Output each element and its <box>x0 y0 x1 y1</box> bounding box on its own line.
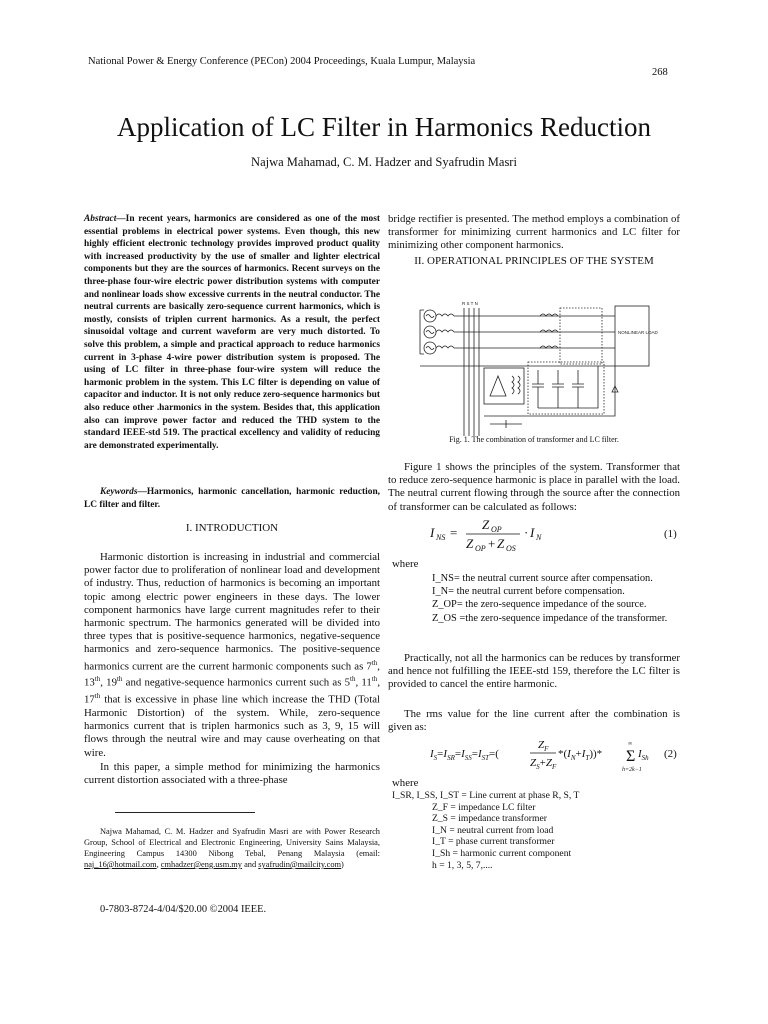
svg-text:∞: ∞ <box>628 741 633 747</box>
author-footnote: Najwa Mahamad, C. M. Hadzer and Syafrudin Masri are with Power Research Group, School of Electrical and Electronic Engineering, University Sains Malaysia, Engineering Campus 14300 Nibong Tebal, Penang Malaysia (email: naj_16@hotmail.com, cmhadzer@eng.usm.my and syafrudin@mailcity.com) <box>84 827 380 869</box>
figure-phase-labels: R S T N <box>462 301 478 306</box>
figure-1-caption: Fig. 1. The combination of transformer and LC filter. <box>449 435 619 444</box>
where-label-2: where <box>392 777 419 789</box>
right-paragraph-1: bridge rectifier is presented. The method employs a combination of transformer for minimizing current harmonics and LC filter for minimizing other component harmonics. <box>388 213 680 252</box>
intro-paragraph-1: Harmonic distortion is increasing in industrial and commercial power factor due to proliferation of nonlinear load and development of industry. Thus, reduction of harmonics is becoming an important topic among electric power engineers in these days. The lower component harmonics have large current magnitudes refer to their harmonic spectrum. The harmonics generated will be divided into three types that is positive-sequence harmonics, negative-sequence harmonics and zero-sequence harmonics. The positive-sequence harmonics current are the current harmonic components such as 7th, 13th, 19th and negative-sequence harmonics current such as 5th, 11th, 17th that is excessive in phase line which increase the THD (Total Harmonic Distortion) of the system. While, zero-sequence harmonics current that is triplen harmonics such as 3, 9, 15 will flows through the neutral wire and may cause overheating on that wire. <box>84 551 381 759</box>
right-paragraph-2: Figure 1 shows the principles of the system. Transformer that to reduce zero-sequence harmonic is place in parallel with the load. The neutral current flowing through the source after the connection of transformer can be calculated as follows: <box>388 461 680 513</box>
svg-text:·: · <box>524 525 529 540</box>
svg-text:*(IN+IT))*: $*(I_N+I_T))*$ <box>558 748 603 762</box>
svg-text:+: + <box>488 536 496 551</box>
definition-item: Z_OP= the zero-sequence impedance of the source. <box>432 599 647 611</box>
where-label-1: where <box>392 558 419 570</box>
equation-1 <box>430 515 680 555</box>
paper-title: Application of LC Filter in Harmonics Reduction <box>117 112 651 142</box>
svg-text:Z: Z <box>497 536 505 551</box>
figure-load-label: NONLINEAR LOAD <box>618 330 658 335</box>
section-heading-principles: II. OPERATIONAL PRINCIPLES OF THE SYSTEM <box>414 255 654 267</box>
section-heading-introduction: I. INTRODUCTION <box>185 522 279 534</box>
definition-item: Z_F = impedance LC filter <box>432 801 536 813</box>
conference-header: National Power & Energy Conference (PECon) 2004 Proceedings, Kuala Lumpur, Malaysia <box>88 56 476 67</box>
intro-paragraph-2: In this paper, a simple method for minimizing the harmonics current distortion associated with a three-phase <box>84 760 380 787</box>
equation-2-definitions <box>392 790 579 871</box>
svg-text:I: I <box>430 525 435 540</box>
svg-text:ISh: $I_{Sh}$ <box>638 748 649 762</box>
equation-2-number: (2) <box>664 748 677 760</box>
equation-1-definitions <box>432 572 680 625</box>
svg-text:ZS+ZF: $Z_S+Z_F$ <box>530 757 557 771</box>
introduction-body <box>84 551 380 787</box>
definition-item: I_T = phase current transformer <box>432 836 555 848</box>
equation-1-number: (1) <box>664 528 677 540</box>
definition-item: I_NS= the neutral current source after compensation. <box>432 573 653 584</box>
svg-text:=: = <box>450 525 458 540</box>
figure-1-circuit-diagram <box>410 296 666 440</box>
circuit-diagram-svg <box>410 296 666 440</box>
svg-text:OS: OS <box>506 544 516 553</box>
definition-item: Z_S = impedance transformer <box>432 813 547 825</box>
email-link-2[interactable]: cmhadzer@eng.usm.my <box>160 860 242 869</box>
svg-text:IS=ISR=ISS=IST=(: $I_S=I_{SR}=I_{SS}=I_{ST}=$( <box>430 748 499 762</box>
right-paragraph-3: Practically, not all the harmonics can be reduces by transformer and hence not fulfilling the IEEE-std 159, therefore the LC filter is provided to cancel the entire harmonic. <box>388 652 680 691</box>
equation-2 <box>430 735 680 775</box>
copyright-notice: 0-7803-8724-4/04/$20.00 ©2004 IEEE. <box>100 904 267 915</box>
keywords-label: Keywords <box>100 487 138 497</box>
svg-text:I: I <box>530 525 535 540</box>
right-paragraph-4: The rms value for the line current after the combination is given as: <box>388 708 680 734</box>
svg-text:N: N <box>536 533 542 542</box>
abstract-label: Abstract <box>84 214 117 224</box>
svg-text:Z: Z <box>482 517 490 532</box>
abstract <box>84 213 380 452</box>
equation-1-svg <box>430 515 680 555</box>
definition-item: h = 1, 3, 5, 7,.... <box>432 859 493 871</box>
keywords-text: —Harmonics, harmonic cancellation, harmonic reduction, LC filter and filter. <box>84 487 380 510</box>
abstract-text: —In recent years, harmonics are considered as one of the most essential problems in electrical power systems. Even though, this new highly efficient electronic technology provides improved product quality with increased productivity by the use of smaller and lighter electrical components but they are the sources of harmonics. Recent surveys on the three-phase four-wire electric power distribution systems with computer and nonlinear loads show excessive currents in the neutral conductor. The neutral currents are basically zero-sequence current harmonics, which is mostly, consists of triplen current harmonics. As a result, the perfect sinusoidal voltage and current waveform are very much distorted. To solve this problem, a simple and practical approach to reduce harmonics current in 3-phase 4-wire power distribution system is proposed. The using of LC filter in three-phase four-wire system will reduce the harmonic problem in the system. This LC filter is depending on value of capacitor and inductor. It is not only reduce zero-sequence harmonics but also reduce other .harmonics in the system. Besides that, this application also can improve power factor and reduced the THD system to the standard IEEE-std 519. The practical excellency and validity of reducing are demonstrated experimentally. <box>84 214 380 451</box>
email-link-3[interactable]: syafrudin@mailcity.com <box>258 860 342 869</box>
definition-item: Z_OS =the zero-sequence impedance of the transformer. <box>432 612 668 624</box>
email-link-1[interactable]: naj_16@hotmail.com <box>84 860 157 869</box>
svg-text:h=2k−1: h=2k−1 <box>622 767 642 773</box>
svg-text:OP: OP <box>475 544 486 553</box>
svg-text:Z: Z <box>466 536 474 551</box>
svg-text:ZF: $Z_F$ <box>538 739 549 753</box>
svg-text:Σ: Σ <box>626 748 636 765</box>
keywords <box>84 486 380 511</box>
page-number: 268 <box>652 67 668 78</box>
footnote-rule <box>115 812 255 813</box>
definition-item: I_N= the neutral current before compensation. <box>432 586 625 598</box>
definition-item: I_SR, I_SS, I_ST = Line current at phase R, S, T <box>392 790 580 801</box>
definition-item: I_Sh = harmonic current component <box>432 847 572 859</box>
equation-2-svg <box>430 735 680 775</box>
definition-item: I_N = neutral current from load <box>432 824 554 836</box>
svg-text:NS: NS <box>436 533 446 542</box>
authors: Najwa Mahamad, C. M. Hadzer and Syafrudin Masri <box>251 155 517 169</box>
nonlinear-load-box <box>615 306 649 366</box>
svg-text:OP: OP <box>491 525 502 534</box>
